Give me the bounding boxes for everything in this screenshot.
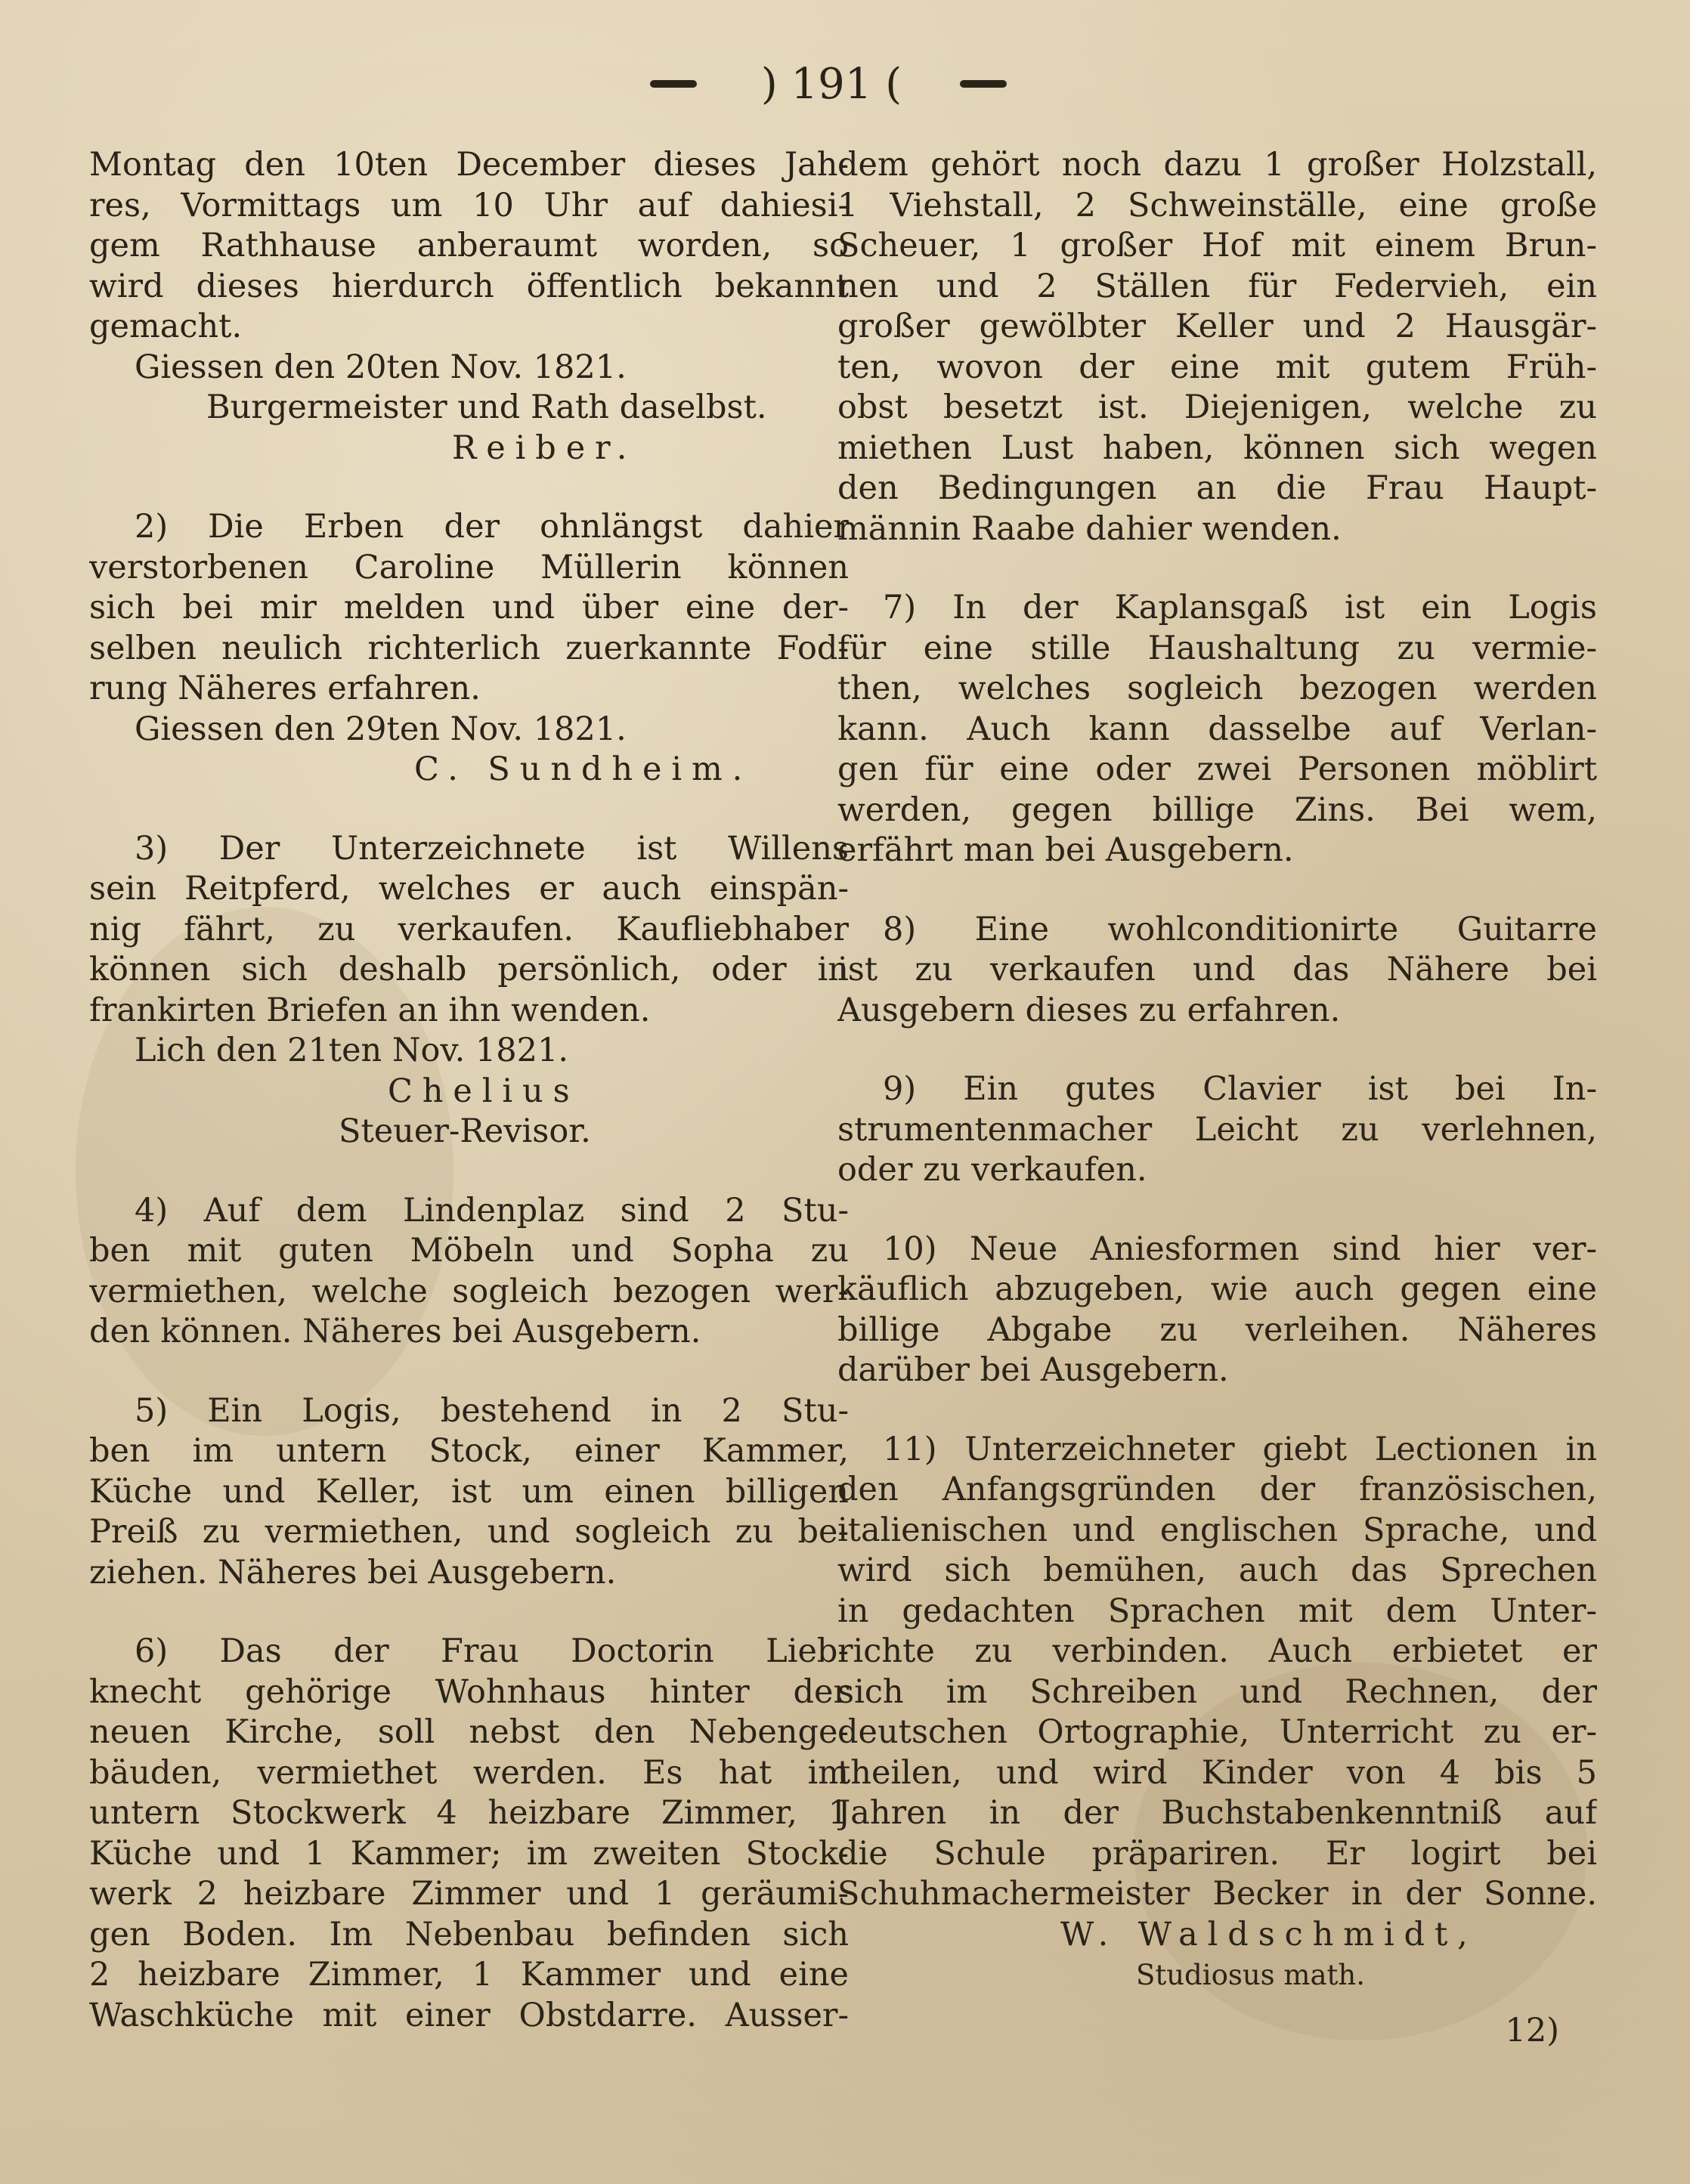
text-line: nen und 2 Ställen für Federvieh, ein [837,267,1597,305]
notice-start: 3) Der Unterzeichnete ist Willens [135,829,849,868]
text-line: res, Vormittags um 10 Uhr auf dahiesi- [89,186,849,224]
text-line: italienischen und englischen Sprache, und [837,1511,1597,1549]
text-line: gen für eine oder zwei Personen möblirt [837,750,1597,788]
text-line: können sich deshalb persönlich, oder in [89,951,849,988]
signature: W. Waldschmidt, [1060,1915,1478,1954]
left-column [89,145,849,2036]
paragraph-gap [837,1996,1597,2011]
text-line: die Schule präpariren. Er logirt bei [837,1834,1597,1873]
paragraph-gap [837,871,1597,910]
signature: Reiber. [452,428,637,467]
text-line: Küche und Keller, ist um einen billigen [89,1472,849,1511]
text-line: Schuhmachermeister Becker in der Sonne. [837,1875,1597,1913]
text-line: Jahren in der Buchstabenkenntniß auf [837,1794,1597,1832]
notice-start: 10) Neue Aniesformen sind hier ver- [883,1230,1597,1268]
text-line: deutschen Ortographie, Unterricht zu er- [837,1713,1597,1751]
header-dash-left [650,80,697,88]
text-line: untern Stockwerk 4 heizbare Zimmer, 1 [89,1794,849,1832]
text-line: ist zu verkaufen und das Nähere bei [837,951,1597,988]
paragraph-gap [837,549,1597,588]
notice-start: 5) Ein Logis, bestehend in 2 Stu- [135,1391,849,1430]
text-line: neuen Kirche, soll nebst den Nebenge- [89,1713,849,1751]
text-line: Küche und 1 Kammer; im zweiten Stock- [89,1834,849,1873]
text-line: Montag den 10ten December dieses Jah- [89,146,849,184]
text-line: 1 Viehstall, 2 Schweinställe, eine große [837,186,1597,224]
text-line: richte zu verbinden. Auch erbietet er [837,1632,1597,1670]
text-line: selben neulich richterlich zuerkannte Fod- [89,629,849,667]
text-line: sich bei mir melden und über eine der- [89,589,849,626]
text-line: großer gewölbter Keller und 2 Hausgär- [837,308,1597,345]
text-line: ben mit guten Möbeln und Sopha zu [89,1232,849,1270]
text-line: in gedachten Sprachen mit dem Unter- [837,1592,1597,1630]
paragraph-gap [837,1031,1597,1069]
text-line: bäuden, vermiethet werden. Es hat im [89,1753,849,1792]
notice-start: 4) Auf dem Lindenplaz sind 2 Stu- [135,1191,849,1230]
notice-start: 6) Das der Frau Doctorin Lieb- [135,1632,849,1670]
paragraph-gap [89,1593,849,1632]
text-line: ziehen. Näheres bei Ausgebern. [89,1553,617,1592]
text-line: sein Reitpferd, welches er auch einspän- [89,870,849,908]
header-dash-right [960,80,1007,88]
text-line: oder zu verkaufen. [837,1151,1147,1189]
text-line: ben im untern Stock, einer Kammer, [89,1432,849,1470]
text-line: gen Boden. Im Nebenbau befinden sich [89,1915,849,1954]
text-line: vermiethen, welche sogleich bezogen wer- [89,1272,849,1310]
text-line: strumentenmacher Leicht zu verlehnen, [837,1110,1597,1149]
text-line: den können. Näheres bei Ausgebern. [89,1313,701,1350]
signature: C. Sundheim. [414,750,753,788]
text-line: kann. Auch kann dasselbe auf Verlan- [837,710,1597,748]
text-line: männin Raabe dahier wenden. [837,509,1342,548]
text-line: wird dieses hierdurch öffentlich bekannt [89,267,849,305]
notice-start: 11) Unterzeichneter giebt Lectionen in [883,1430,1597,1468]
text-line: 2 heizbare Zimmer, 1 Kammer und eine [89,1956,849,1994]
paragraph-gap [89,1152,849,1191]
text-line: werden, gegen billige Zins. Bei wem, [837,790,1597,829]
text-line: knecht gehörige Wohnhaus hinter der [89,1672,849,1711]
dateline: Lich den 21ten Nov. 1821. [135,1032,569,1069]
notice-start: 8) Eine wohlconditionirte Guitarre [883,910,1597,948]
signature: Chelius [388,1072,580,1110]
text-line: erfährt man bei Ausgebern. [837,831,1294,869]
text-line: sich im Schreiben und Rechnen, der [837,1672,1597,1711]
text-line: billige Abgabe zu verleihen. Näheres [837,1310,1597,1349]
text-line: rung Näheres erfahren. [89,670,481,707]
text-line: gem Rathhause anberaumt worden, so [89,227,849,264]
paragraph-gap [89,1353,849,1391]
text-line: Ausgebern dieses zu erfahren. [837,991,1341,1029]
signature: Burgermeister und Rath daselbst. [206,388,767,426]
text-line: miethen Lust haben, können sich wegen [837,428,1597,467]
right-column [837,145,1597,2051]
notice-start: 7) In der Kaplansgaß ist ein Logis [883,589,1597,626]
paragraph-gap [837,1391,1597,1430]
page-header [0,47,1690,122]
text-line: Preiß zu vermiethen, und sogleich zu be- [89,1513,849,1551]
text-line: Scheuer, 1 großer Hof mit einem Brun- [837,227,1597,264]
paragraph-gap [837,1191,1597,1230]
next-notice-number: 12) [1505,2011,1559,2049]
text-line: frankirten Briefen an ihn wenden. [89,991,651,1029]
page-number: ) 191 ( [760,60,902,109]
text-line: Waschküche mit einer Obstdarre. Ausser- [89,1996,849,2034]
text-line: gemacht. [89,308,243,345]
text-line: den Bedingungen an die Frau Haupt- [837,469,1597,507]
text-line: then, welches sogleich bezogen werden [837,670,1597,707]
text-line: obst besetzt ist. Diejenigen, welche zu [837,388,1597,426]
text-line: verstorbenen Caroline Müllerin können [89,548,849,586]
signature-title: Steuer-Revisor. [339,1112,591,1150]
text-line: den Anfangsgründen der französischen, [837,1471,1597,1508]
paragraph-gap [89,469,849,507]
signature-title: Studiosus math. [1136,1959,1366,1991]
dateline: Giessen den 20ten Nov. 1821. [135,348,627,386]
text-line: für eine stille Haushaltung zu vermie- [837,629,1597,667]
text-line: werk 2 heizbare Zimmer und 1 geräumi- [89,1875,849,1913]
notice-start: 9) Ein gutes Clavier ist bei In- [883,1070,1597,1108]
text-line: nig fährt, zu verkaufen. Kaufliebhaber [89,910,849,948]
text-line: käuflich abzugeben, wie auch gegen eine [837,1270,1597,1308]
text-line: darüber bei Ausgebern. [837,1351,1229,1389]
dateline: Giessen den 29ten Nov. 1821. [135,710,627,748]
paragraph-gap [89,790,849,829]
text-line: dem gehört noch dazu 1 großer Holzstall, [837,146,1597,184]
text-line: wird sich bemühen, auch das Sprechen [837,1551,1597,1589]
text-line: theilen, und wird Kinder von 4 bis 5 [837,1753,1597,1792]
text-line: ten, wovon der eine mit gutem Früh- [837,348,1597,386]
notice-start: 2) Die Erben der ohnlängst dahier [135,508,849,546]
